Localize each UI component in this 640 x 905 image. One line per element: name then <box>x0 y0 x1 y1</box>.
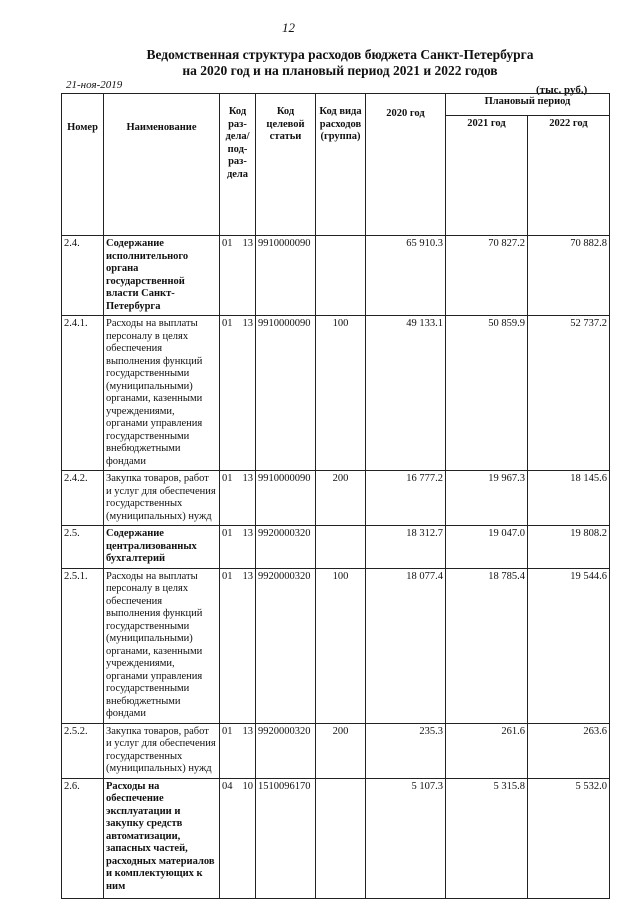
cell-2021: 70 827.2 <box>446 236 528 316</box>
header-2021: 2021 год <box>446 116 528 236</box>
cell-2020: 18 312.7 <box>366 526 446 569</box>
budget-table <box>61 93 610 899</box>
cell-prz: 13 <box>242 528 253 539</box>
cell-2021: 5 315.8 <box>446 778 528 898</box>
cell-rz: 01 <box>222 528 233 539</box>
cell-name: Закупка товаров, работ и услуг для обеспечения государственных (муниципальных) нужд <box>104 471 220 526</box>
page-title-line1: Ведомственная структура расходов бюджета Санкт-Петербурга <box>146 47 534 62</box>
cell-csr: 9920000320 <box>256 723 316 778</box>
cell-name: Закупка товаров, работ и услуг для обеспечения государственных (муниципальных) нужд <box>104 723 220 778</box>
cell-prz: 13 <box>242 238 253 249</box>
cell-vr: 100 <box>316 316 366 471</box>
cell-csr: 9910000090 <box>256 316 316 471</box>
cell-number: 2.5.2. <box>62 723 104 778</box>
document-date: 21-ноя-2019 <box>66 79 123 91</box>
cell-razdel <box>220 778 256 898</box>
cell-2021: 50 859.9 <box>446 316 528 471</box>
cell-name: Содержание централизованных бухгалтерий <box>104 526 220 569</box>
cell-vr: 200 <box>316 471 366 526</box>
cell-rz: 01 <box>222 570 233 582</box>
cell-2022: 5 532.0 <box>528 778 610 898</box>
cell-number: 2.5. <box>62 526 104 569</box>
cell-number: 2.6. <box>62 778 104 898</box>
cell-csr: 9910000090 <box>256 236 316 316</box>
cell-razdel <box>220 471 256 526</box>
table-row <box>62 316 610 471</box>
table-row <box>62 568 610 723</box>
cell-2021: 19 967.3 <box>446 471 528 526</box>
cell-prz: 13 <box>242 318 253 329</box>
cell-rz: 01 <box>222 318 233 329</box>
cell-vr <box>316 236 366 316</box>
cell-name: Расходы на выплаты персоналу в целях обеспечения выполнения функций государственными (муниципальными) органами, казенными учреждениями, органами управления государственными внебюджетными фондами <box>104 568 220 723</box>
cell-name: Содержание исполнительного органа государственной власти Санкт-Петербурга <box>104 236 220 316</box>
units-label: (тыс. руб.) <box>536 84 588 96</box>
table-row <box>62 778 610 898</box>
cell-2020: 16 777.2 <box>366 471 446 526</box>
cell-razdel <box>220 236 256 316</box>
cell-2021: 261.6 <box>446 723 528 778</box>
cell-prz: 13 <box>242 725 253 737</box>
cell-name: Расходы на выплаты персоналу в целях обеспечения выполнения функций государственными (муниципальными) органами, казенными учреждениями, органами управления государственными внебюджетными фондами <box>104 316 220 471</box>
cell-2022: 70 882.8 <box>528 236 610 316</box>
cell-rz: 01 <box>222 473 233 484</box>
cell-vr <box>316 526 366 569</box>
cell-prz: 13 <box>242 570 253 582</box>
cell-razdel <box>220 723 256 778</box>
cell-razdel <box>220 568 256 723</box>
cell-csr: 9910000090 <box>256 471 316 526</box>
header-vr: Код вида расходов (группа) <box>316 94 366 236</box>
table-row <box>62 526 610 569</box>
cell-2020: 18 077.4 <box>366 568 446 723</box>
cell-number: 2.4. <box>62 236 104 316</box>
header-csr: Код целевой статьи <box>256 94 316 236</box>
page-title-line2: на 2020 год и на плановый период 2021 и 2022 годов <box>182 63 498 78</box>
cell-2022: 52 737.2 <box>528 316 610 471</box>
cell-name: Расходы на обеспечение эксплуатации и закупку средств автоматизации, запасных частей, расходных материалов и комплектующих к ним <box>104 778 220 898</box>
cell-2021: 18 785.4 <box>446 568 528 723</box>
cell-razdel <box>220 316 256 471</box>
cell-number: 2.4.1. <box>62 316 104 471</box>
cell-vr <box>316 778 366 898</box>
cell-number: 2.5.1. <box>62 568 104 723</box>
table-row <box>62 471 610 526</box>
cell-prz: 10 <box>242 780 253 792</box>
cell-2020: 235.3 <box>366 723 446 778</box>
cell-rz: 04 <box>222 780 233 792</box>
cell-2021: 19 047.0 <box>446 526 528 569</box>
cell-prz: 13 <box>242 473 253 484</box>
cell-2022: 263.6 <box>528 723 610 778</box>
cell-2022: 19 544.6 <box>528 568 610 723</box>
cell-2022: 18 145.6 <box>528 471 610 526</box>
header-razdel: Код раз- дела/ под- раз- дела <box>220 94 256 236</box>
page-number: 12 <box>282 20 295 35</box>
table-row <box>62 236 610 316</box>
cell-rz: 01 <box>222 725 233 737</box>
cell-2022: 19 808.2 <box>528 526 610 569</box>
cell-razdel <box>220 526 256 569</box>
header-name: Наименование <box>104 94 220 236</box>
cell-vr: 200 <box>316 723 366 778</box>
table-row <box>62 723 610 778</box>
cell-rz: 01 <box>222 238 233 249</box>
cell-2020: 65 910.3 <box>366 236 446 316</box>
cell-csr: 9920000320 <box>256 526 316 569</box>
cell-csr: 9920000320 <box>256 568 316 723</box>
cell-csr: 1510096170 <box>256 778 316 898</box>
header-number: Номер <box>62 94 104 236</box>
cell-vr: 100 <box>316 568 366 723</box>
header-plan-period: Плановый период <box>446 94 610 116</box>
header-2022: 2022 год <box>528 116 610 236</box>
cell-2020: 5 107.3 <box>366 778 446 898</box>
header-2020: 2020 год <box>366 94 446 236</box>
cell-2020: 49 133.1 <box>366 316 446 471</box>
cell-number: 2.4.2. <box>62 471 104 526</box>
